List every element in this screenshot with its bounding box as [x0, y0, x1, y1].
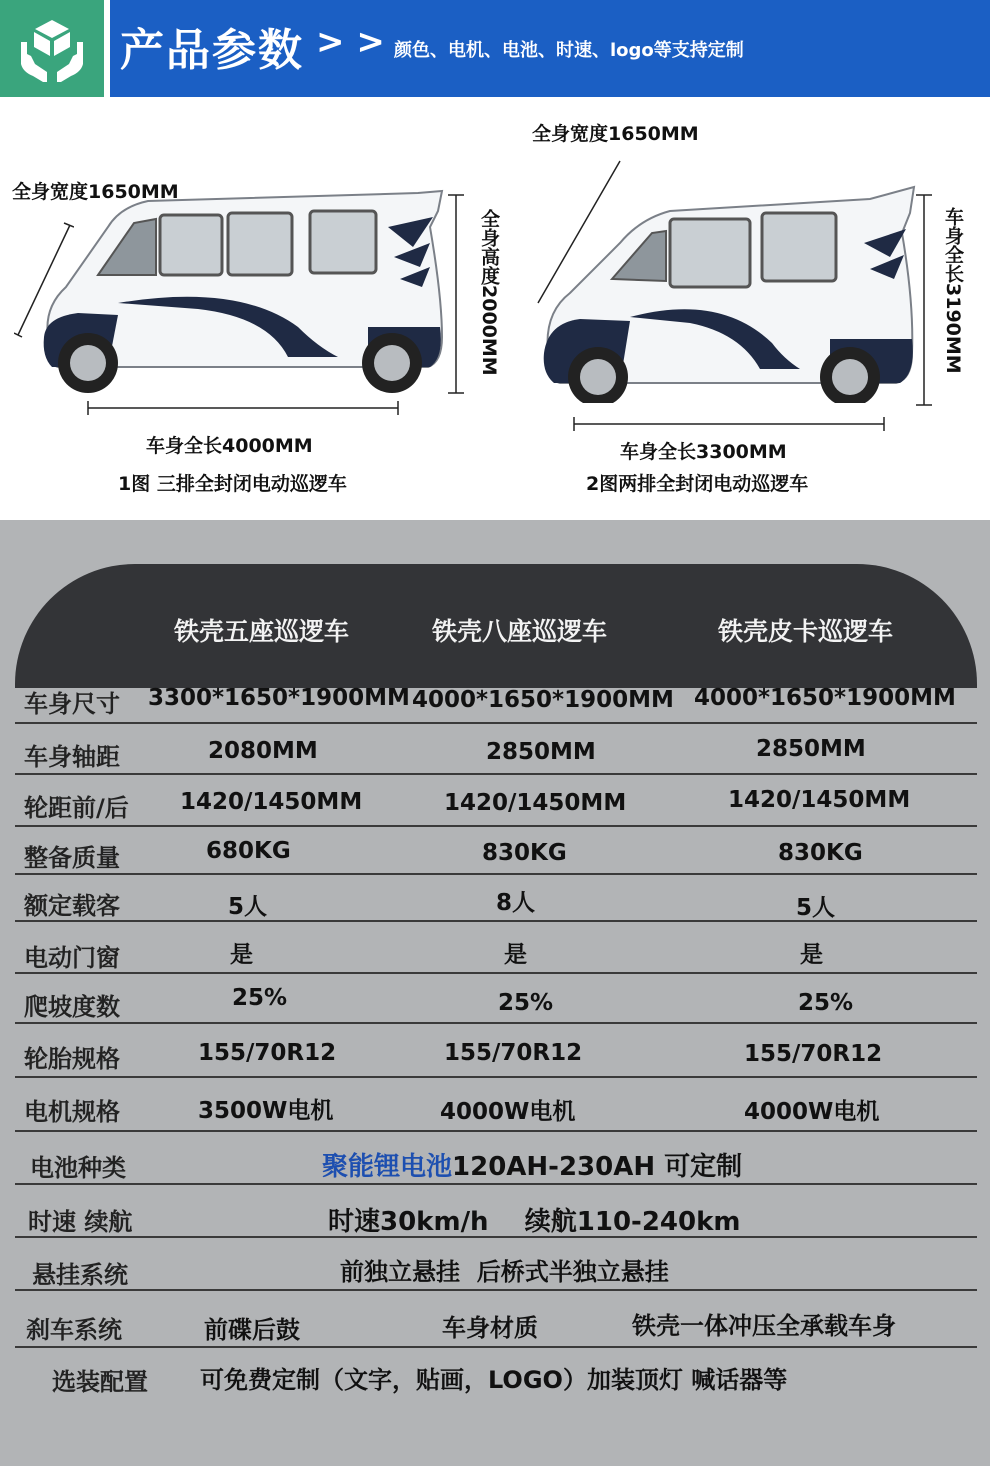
vehicle2-image: [540, 183, 918, 403]
row-divider: [15, 972, 977, 974]
vehicle1-width-label: 全身宽度1650MM: [12, 181, 179, 203]
table-cell: 5人: [228, 894, 268, 920]
table-cell: 25%: [232, 985, 288, 1011]
row-divider: [15, 1130, 977, 1132]
header-icon-box: [0, 0, 104, 97]
row-label-motor: 电机规格: [24, 1098, 120, 1126]
table-cell: 3300*1650*1900MM: [148, 685, 410, 711]
row-divider: [15, 1076, 977, 1078]
row-divider: [15, 773, 977, 775]
column-header-five-seat: 铁壳五座巡逻车: [174, 617, 350, 646]
vehicle1-height-label: 全身高度2000MM: [478, 209, 500, 376]
vehicle1-length-line: [86, 397, 402, 419]
page-header: [0, 0, 990, 97]
table-cell: 2850MM: [486, 739, 596, 765]
row-divider: [15, 1289, 977, 1291]
row-label-power-windows: 电动门窗: [24, 944, 120, 972]
table-cell: 1420/1450MM: [728, 787, 911, 813]
table-cell: 是: [800, 942, 823, 968]
row-label-battery: 电池种类: [30, 1154, 126, 1182]
vehicle1-caption: 1图 三排全封闭电动巡逻车: [118, 473, 347, 495]
row-label-options: 选装配置: [52, 1368, 148, 1396]
header-subtitle: 颜色、电机、电池、时速、logo等支持定制: [394, 40, 744, 61]
column-header-pickup: 铁壳皮卡巡逻车: [718, 617, 894, 646]
table-cell: 680KG: [206, 838, 291, 864]
table-cell: 5人: [796, 895, 836, 921]
vehicle2-caption: 2图两排全封闭电动巡逻车: [586, 473, 809, 495]
speed-range-value: 时速30km/h 续航110-240km: [328, 1207, 741, 1237]
hands-box-icon: [15, 12, 89, 86]
battery-value: [322, 1146, 742, 1183]
vehicle1-height-line: [444, 193, 468, 395]
row-label-body-size: 车身尺寸: [24, 690, 120, 718]
spec-table: [0, 520, 990, 1466]
vehicle2-length-label: 车身全长3300MM: [620, 441, 787, 463]
table-cell: 8人: [496, 890, 536, 916]
row-divider: [15, 825, 977, 827]
battery-brand: 聚能锂电池: [322, 1152, 453, 1182]
options-value: 可免费定制（文字，贴画，LOGO）加装顶灯 喊话器等: [200, 1366, 788, 1394]
title-arrows: > >: [316, 22, 385, 62]
table-cell: 4000W电机: [440, 1099, 576, 1125]
row-divider: [15, 1183, 977, 1185]
table-cell: 2080MM: [208, 738, 318, 764]
table-cell: 3500W电机: [198, 1098, 334, 1124]
row-label-speed: 时速 续航: [28, 1208, 133, 1236]
row-label-passengers: 额定载客: [24, 892, 120, 920]
table-cell: 4000W电机: [744, 1099, 880, 1125]
vehicle2-side-line: [912, 193, 936, 407]
vehicle-section: [0, 97, 990, 520]
vehicle2-length-line: [572, 413, 888, 435]
row-divider: [15, 1022, 977, 1024]
row-label-track: 轮距前/后: [24, 794, 129, 822]
row-label-brake: 刹车系统: [26, 1316, 122, 1344]
table-cell: 155/70R12: [444, 1040, 583, 1066]
vehicle2-side-length-label: 车身全长3190MM: [942, 207, 964, 374]
brake-value: 前碟后鼓: [204, 1316, 300, 1344]
table-cell: 是: [230, 942, 253, 968]
suspension-value: 前独立悬挂 后桥式半独立悬挂: [340, 1258, 669, 1286]
row-divider: [15, 722, 977, 724]
row-label-climb: 爬坡度数: [24, 993, 120, 1021]
table-cell: 1420/1450MM: [180, 789, 363, 815]
row-label-suspension: 悬挂系统: [32, 1261, 128, 1289]
table-cell: 1420/1450MM: [444, 790, 627, 816]
vehicle1-image: [38, 187, 450, 397]
row-divider: [15, 1346, 977, 1348]
table-cell: 25%: [498, 990, 554, 1016]
vehicle2-width-label: 全身宽度1650MM: [532, 123, 699, 145]
table-cell: 4000*1650*1900MM: [694, 685, 956, 711]
body-material-label: 车身材质: [442, 1314, 538, 1342]
vehicle1-length-label: 车身全长4000MM: [146, 435, 313, 457]
page-title: 产品参数: [120, 25, 304, 76]
table-cell: 是: [504, 942, 527, 968]
table-cell: 830KG: [778, 840, 863, 866]
table-cell: 155/70R12: [198, 1040, 337, 1066]
table-cell: 25%: [798, 990, 854, 1016]
table-cell: 830KG: [482, 840, 567, 866]
table-cell: 4000*1650*1900MM: [412, 687, 674, 713]
battery-capacity: 120AH-230AH 可定制: [452, 1152, 743, 1182]
row-label-wheelbase: 车身轴距: [24, 743, 120, 771]
table-cell: 2850MM: [756, 736, 866, 762]
row-divider: [15, 873, 977, 875]
row-label-tire: 轮胎规格: [24, 1045, 120, 1073]
column-header-eight-seat: 铁壳八座巡逻车: [432, 617, 608, 646]
body-material-value: 铁壳一体冲压全承载车身: [632, 1312, 896, 1340]
table-cell: 155/70R12: [744, 1041, 883, 1067]
row-label-curb-weight: 整备质量: [24, 844, 120, 872]
